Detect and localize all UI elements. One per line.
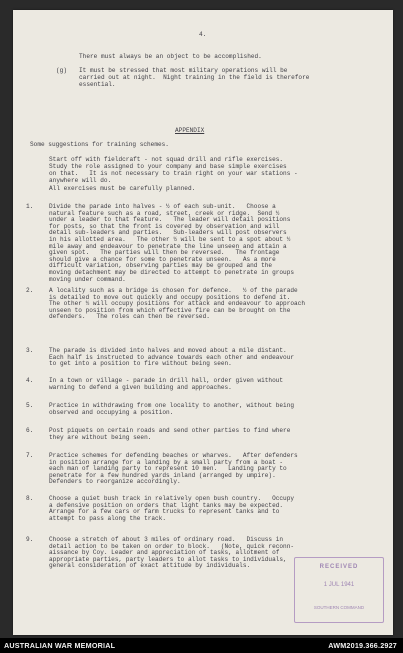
stamp-line-1: RECEIVED [319,564,359,570]
item-line: warning to defend a given building and approaches. [49,383,232,391]
item-line: Choose a stretch of about 3 miles of ordinary road. Discuss in [49,536,284,543]
item-line: Practice schemes for defending beaches or wharves. After defenders [49,452,298,459]
appendix-title: APPENDIX [175,127,205,134]
item-line: in position arrange for a landing by a small party from a boat - [49,458,284,466]
item-line: attempt to pass along the track. [49,514,167,522]
item-line: moving detachment may be directed to attempt to penetrate in groups [49,269,295,276]
top-line-1: It must be stressed that most military operations will be [79,67,288,74]
item-line: Choose a quiet bush track in relatively open bush country. Occupy [49,495,295,502]
item-line: detail action to be taken on order to block. (Note, quick reconn- [49,542,295,550]
footer-bar [0,638,403,653]
item-line: to get into a position to fire without being seen. [49,360,232,368]
item-line: mile away and endeavour to penetrate the line unseen and attain a [49,242,287,250]
stamp-date: 1 JUL 1941 [323,582,355,588]
item-line: appropriate parties, party leaders to allot tasks to individuals, [49,555,287,563]
item-line: under a leader to that feature. The leader will detail positions [49,216,291,224]
preamble-line-0: Start off with fieldcraft - not squad drill and rifle exercises. [49,156,284,163]
received-stamp [294,557,384,623]
item-line: difficult variation, observing parties may be grouped and the [49,262,273,270]
preamble-line-2: on that. It is not necessary to train right on your war stations - [49,170,298,177]
item-number: 2. [26,287,34,294]
item-number: 7. [26,452,34,459]
top-item-label: (g) [56,67,67,74]
item-line: The other ½ will occupy positions for attack and endeavour to approach [49,300,305,308]
item-line: general consideration of exact attitude by individuals. [49,562,251,570]
item-number: 8. [26,495,34,502]
item-number: 1. [26,203,34,210]
footer-accession-number: AWM2019.366.2927 [328,641,397,650]
item-line: Arrange for a few cars or farm trucks to represent tanks and to [49,508,280,516]
item-number: 6. [26,427,34,434]
intro-text: Some suggestions for training schemes. [30,141,169,148]
item-line: in his allotted area. The other ½ will be sent to a spot about ½ [49,236,291,243]
item-line: each man of landing party to represent 10 men. Landing party to [49,465,287,473]
top-line-2: carried out at night. Night training in the field is therefore [79,74,310,81]
item-line: given spot. The parties will then be reversed. The frontage [49,249,280,257]
item-line: Practice in withdrawing from one locality to another, without being [49,402,295,409]
item-line: The parade is divided into halves and moved about a mile distant. [49,347,287,354]
item-number: 3. [26,347,34,354]
item-line: detail sub-leaders and parties. Sub-leaders will post observers [49,229,287,237]
preamble-line-4: All exercises must be carefully planned. [49,185,196,192]
item-line: is detailed to move out quickly and occupy positions to defend it. [49,293,291,301]
item-line: Each half is instructed to advance towards each other and endeavour [49,353,295,361]
page-number: 4. [199,31,207,38]
stamp-line-3: SOUTHERN COMMAND [313,605,365,610]
document-page [13,10,393,635]
top-line-0: There must always be an object to be accomplished. [79,53,262,60]
item-line: defenders. The roles can then be reversed. [49,313,210,321]
item-line: unseen to position from which effective fire can be brought on the [49,306,291,314]
item-number: 4. [26,377,34,384]
top-line-3: essential. [79,81,116,88]
item-line: should give a chance for some to penetrate unseen. As a more [49,255,276,263]
item-line: natural feature such as a road, street, creek or ridge. Send ½ [49,209,280,217]
item-line: Divide the parade into halves - ½ of each sub-unit. Choose a [49,203,276,210]
item-line: Defenders to reorganize accordingly. [49,478,181,486]
item-line: aissance by Coy. Leader and appreciation of tasks, allotment of [49,549,280,557]
preamble-line-1: Study the role assigned to your company and base simple exercises [49,163,287,170]
item-line: penetrate for a few hundred yards inland (arranged by umpire). [49,471,276,479]
item-line: Post piquets on certain roads and send other parties to find where [49,427,291,434]
item-line: for posts, so that the front is covered by observation and will [49,222,280,230]
preamble-line-3: anywhere will do. [49,177,112,184]
item-line: observed and occupying a position. [49,408,174,416]
item-line: a defensive position on orders that light tanks may be expected. [49,501,284,509]
item-line: A locality such as a bridge is chosen for defence. ½ of the parade [49,287,298,294]
footer-institution: AUSTRALIAN WAR MEMORIAL [4,641,116,650]
item-number: 5. [26,402,34,409]
item-number: 9. [26,536,34,543]
item-line: they are without being seen. [49,433,152,441]
item-line: moving under command. [49,275,126,283]
item-line: In a town or village - parade in drill hall, order given without [49,377,284,384]
